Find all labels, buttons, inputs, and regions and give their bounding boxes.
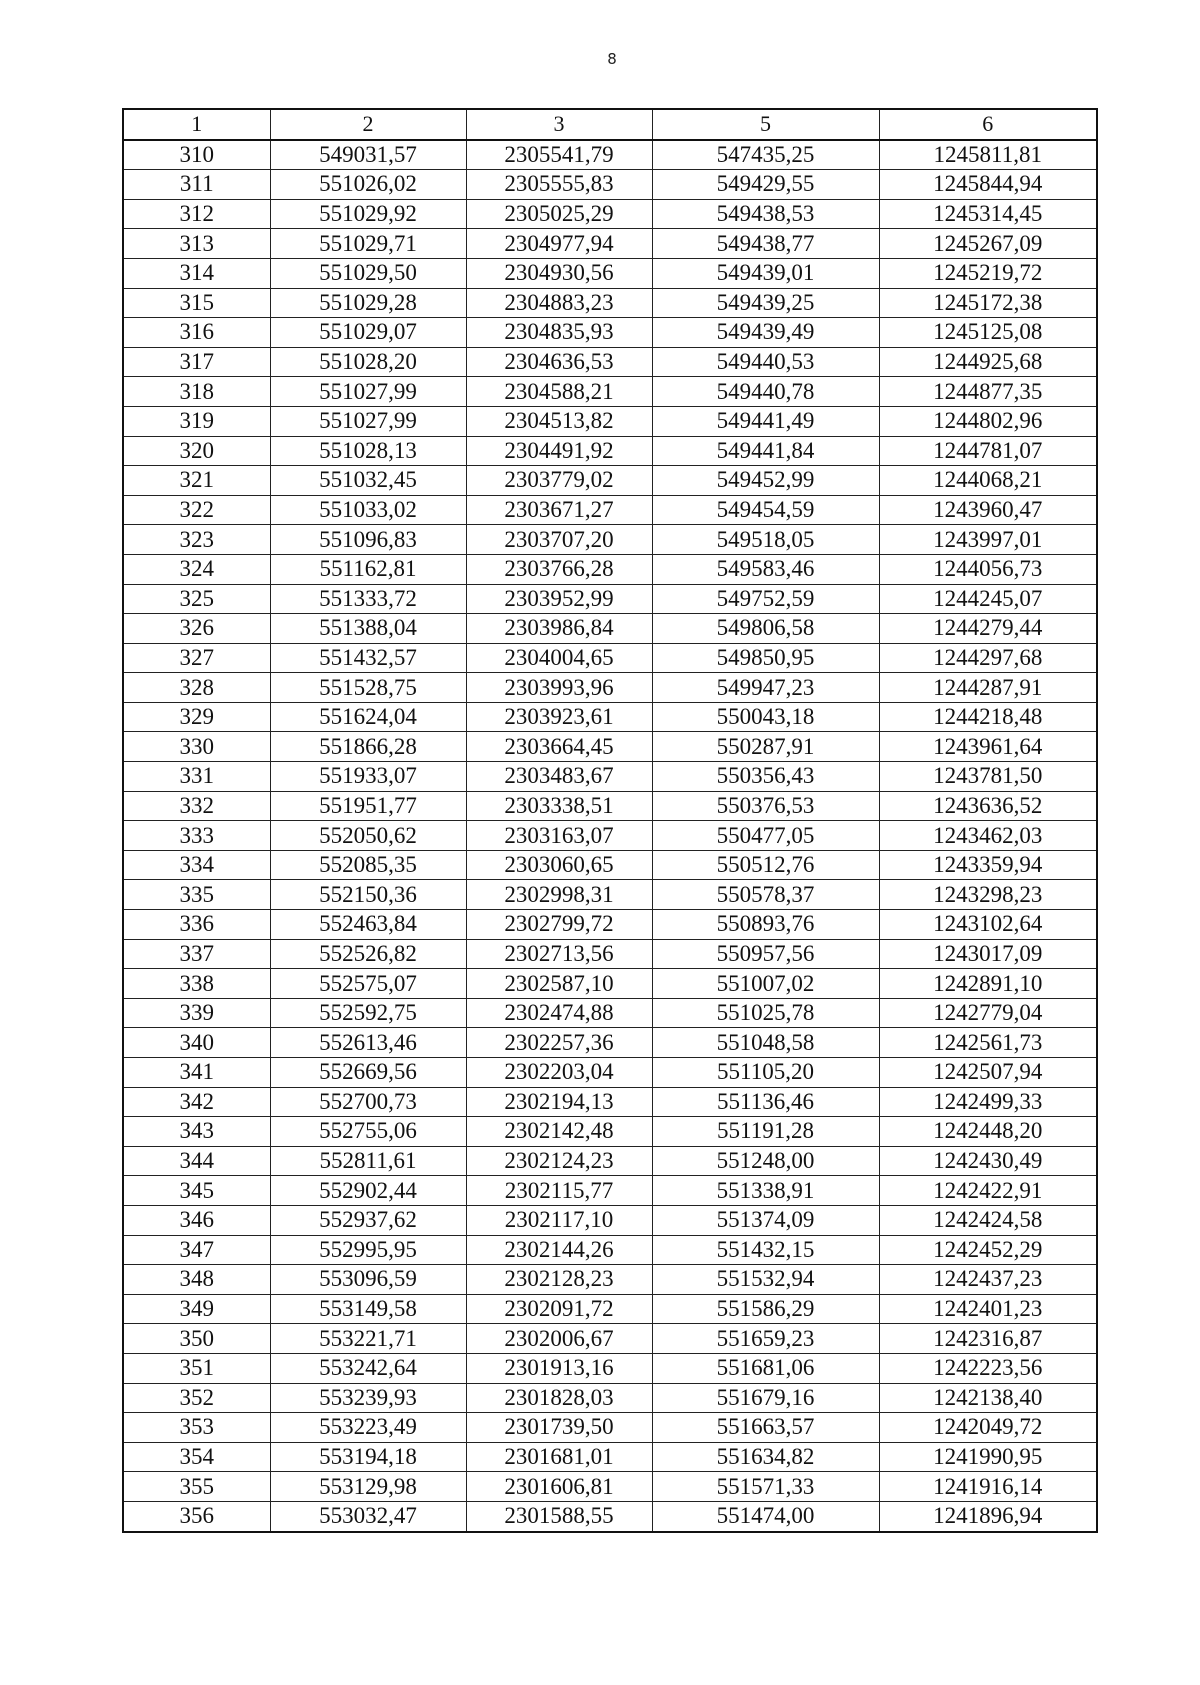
table-cell: 553096,59 bbox=[270, 1265, 466, 1295]
table-cell: 1242430,49 bbox=[879, 1146, 1097, 1176]
table-cell: 551571,33 bbox=[652, 1472, 879, 1502]
table-cell: 2302203,04 bbox=[466, 1058, 652, 1088]
table-cell: 553221,71 bbox=[270, 1324, 466, 1354]
table-cell: 335 bbox=[123, 880, 270, 910]
table-row bbox=[123, 288, 1097, 318]
table-cell: 348 bbox=[123, 1265, 270, 1295]
table-cell: 549438,53 bbox=[652, 199, 879, 229]
table-cell: 325 bbox=[123, 584, 270, 614]
table-cell: 1243017,09 bbox=[879, 939, 1097, 969]
table-cell: 337 bbox=[123, 939, 270, 969]
table-row bbox=[123, 170, 1097, 200]
table-cell: 326 bbox=[123, 614, 270, 644]
table-cell: 2304636,53 bbox=[466, 347, 652, 377]
table-cell: 552463,84 bbox=[270, 910, 466, 940]
table-cell: 549439,49 bbox=[652, 318, 879, 348]
table-cell: 549429,55 bbox=[652, 170, 879, 200]
table-cell: 1244877,35 bbox=[879, 377, 1097, 407]
table-cell: 1244218,48 bbox=[879, 702, 1097, 732]
table-cell: 336 bbox=[123, 910, 270, 940]
table-cell: 549850,95 bbox=[652, 643, 879, 673]
table-cell: 329 bbox=[123, 702, 270, 732]
table-cell: 551624,04 bbox=[270, 702, 466, 732]
table-row bbox=[123, 850, 1097, 880]
table-cell: 1242049,72 bbox=[879, 1413, 1097, 1443]
table-cell: 318 bbox=[123, 377, 270, 407]
table-cell: 552050,62 bbox=[270, 821, 466, 851]
table-cell: 547435,25 bbox=[652, 140, 879, 170]
table-cell: 1242891,10 bbox=[879, 969, 1097, 999]
table-cell: 2302257,36 bbox=[466, 1028, 652, 1058]
table-cell: 2303671,27 bbox=[466, 495, 652, 525]
table-cell: 549752,59 bbox=[652, 584, 879, 614]
table-cell: 1242223,56 bbox=[879, 1353, 1097, 1383]
table-cell: 353 bbox=[123, 1413, 270, 1443]
table-cell: 550287,91 bbox=[652, 732, 879, 762]
table-cell: 350 bbox=[123, 1324, 270, 1354]
table-cell: 2304930,56 bbox=[466, 258, 652, 288]
table-cell: 549947,23 bbox=[652, 673, 879, 703]
table-row bbox=[123, 1353, 1097, 1383]
header-cell: 5 bbox=[652, 109, 879, 140]
table-cell: 356 bbox=[123, 1501, 270, 1531]
table-row bbox=[123, 1501, 1097, 1531]
table-cell: 2303707,20 bbox=[466, 525, 652, 555]
table-cell: 551432,57 bbox=[270, 643, 466, 673]
table-row bbox=[123, 910, 1097, 940]
table-cell: 1244925,68 bbox=[879, 347, 1097, 377]
table-cell: 2302587,10 bbox=[466, 969, 652, 999]
table-cell: 549440,53 bbox=[652, 347, 879, 377]
table-cell: 551028,13 bbox=[270, 436, 466, 466]
table-cell: 1244297,68 bbox=[879, 643, 1097, 673]
table-cell: 551032,45 bbox=[270, 466, 466, 496]
table-cell: 351 bbox=[123, 1353, 270, 1383]
table-cell: 1245811,81 bbox=[879, 140, 1097, 170]
table-cell: 550893,76 bbox=[652, 910, 879, 940]
table-cell: 2304004,65 bbox=[466, 643, 652, 673]
table-cell: 2303338,51 bbox=[466, 791, 652, 821]
table-cell: 553032,47 bbox=[270, 1501, 466, 1531]
table-cell: 2302006,67 bbox=[466, 1324, 652, 1354]
table-row bbox=[123, 1294, 1097, 1324]
table-cell: 2302142,48 bbox=[466, 1117, 652, 1147]
table-row bbox=[123, 1176, 1097, 1206]
table-cell: 340 bbox=[123, 1028, 270, 1058]
table-cell: 553149,58 bbox=[270, 1294, 466, 1324]
table-cell: 1241990,95 bbox=[879, 1442, 1097, 1472]
table-cell: 338 bbox=[123, 969, 270, 999]
table-cell: 550356,43 bbox=[652, 762, 879, 792]
table-row bbox=[123, 495, 1097, 525]
table-row bbox=[123, 229, 1097, 259]
table-cell: 2304977,94 bbox=[466, 229, 652, 259]
table-cell: 553129,98 bbox=[270, 1472, 466, 1502]
table-cell: 355 bbox=[123, 1472, 270, 1502]
table-cell: 352 bbox=[123, 1383, 270, 1413]
table-cell: 2302124,23 bbox=[466, 1146, 652, 1176]
table-cell: 1242499,33 bbox=[879, 1087, 1097, 1117]
table-cell: 553194,18 bbox=[270, 1442, 466, 1472]
table-cell: 551333,72 bbox=[270, 584, 466, 614]
table-cell: 320 bbox=[123, 436, 270, 466]
table-cell: 549518,05 bbox=[652, 525, 879, 555]
table-cell: 552902,44 bbox=[270, 1176, 466, 1206]
table-cell: 551136,46 bbox=[652, 1087, 879, 1117]
table-cell: 551028,20 bbox=[270, 347, 466, 377]
table-cell: 2302117,10 bbox=[466, 1205, 652, 1235]
header-cell: 2 bbox=[270, 109, 466, 140]
table-cell: 2304513,82 bbox=[466, 406, 652, 436]
table-cell: 1242316,87 bbox=[879, 1324, 1097, 1354]
table-cell: 1242452,29 bbox=[879, 1235, 1097, 1265]
table-cell: 2302998,31 bbox=[466, 880, 652, 910]
table-cell: 1242422,91 bbox=[879, 1176, 1097, 1206]
table-cell: 1242424,58 bbox=[879, 1205, 1097, 1235]
table-cell: 330 bbox=[123, 732, 270, 762]
table-cell: 549439,01 bbox=[652, 258, 879, 288]
header-cell: 3 bbox=[466, 109, 652, 140]
table-cell: 1244245,07 bbox=[879, 584, 1097, 614]
table-cell: 317 bbox=[123, 347, 270, 377]
table-cell: 549438,77 bbox=[652, 229, 879, 259]
table-cell: 551388,04 bbox=[270, 614, 466, 644]
table-cell: 551029,28 bbox=[270, 288, 466, 318]
table-row bbox=[123, 998, 1097, 1028]
table-cell: 1242401,23 bbox=[879, 1294, 1097, 1324]
table-cell: 552526,82 bbox=[270, 939, 466, 969]
table-row bbox=[123, 1442, 1097, 1472]
table-cell: 312 bbox=[123, 199, 270, 229]
table-cell: 2302144,26 bbox=[466, 1235, 652, 1265]
table-cell: 549439,25 bbox=[652, 288, 879, 318]
table-row bbox=[123, 436, 1097, 466]
table-cell: 314 bbox=[123, 258, 270, 288]
table-cell: 550512,76 bbox=[652, 850, 879, 880]
table-cell: 345 bbox=[123, 1176, 270, 1206]
table-cell: 311 bbox=[123, 170, 270, 200]
table-cell: 550043,18 bbox=[652, 702, 879, 732]
table-cell: 1243298,23 bbox=[879, 880, 1097, 910]
table-cell: 343 bbox=[123, 1117, 270, 1147]
table-cell: 2304883,23 bbox=[466, 288, 652, 318]
table-row bbox=[123, 1324, 1097, 1354]
table-row bbox=[123, 939, 1097, 969]
table-cell: 551933,07 bbox=[270, 762, 466, 792]
table-cell: 551659,23 bbox=[652, 1324, 879, 1354]
table-cell: 1241896,94 bbox=[879, 1501, 1097, 1531]
table-row bbox=[123, 1058, 1097, 1088]
table-cell: 2303779,02 bbox=[466, 466, 652, 496]
table-cell: 551007,02 bbox=[652, 969, 879, 999]
table-cell: 552085,35 bbox=[270, 850, 466, 880]
table-cell: 349 bbox=[123, 1294, 270, 1324]
table-cell: 341 bbox=[123, 1058, 270, 1088]
table-cell: 551374,09 bbox=[652, 1205, 879, 1235]
table-cell: 551029,92 bbox=[270, 199, 466, 229]
table-cell: 551105,20 bbox=[652, 1058, 879, 1088]
table-cell: 2305025,29 bbox=[466, 199, 652, 229]
table-cell: 2302115,77 bbox=[466, 1176, 652, 1206]
table-cell: 553239,93 bbox=[270, 1383, 466, 1413]
table-cell: 2301828,03 bbox=[466, 1383, 652, 1413]
table-cell: 1244056,73 bbox=[879, 554, 1097, 584]
table-cell: 1244781,07 bbox=[879, 436, 1097, 466]
header-row bbox=[123, 109, 1097, 140]
table-cell: 551029,07 bbox=[270, 318, 466, 348]
table-cell: 551033,02 bbox=[270, 495, 466, 525]
header-cell: 6 bbox=[879, 109, 1097, 140]
table-cell: 1243102,64 bbox=[879, 910, 1097, 940]
coordinates-table bbox=[122, 108, 1098, 1533]
table-row bbox=[123, 1146, 1097, 1176]
table-cell: 551338,91 bbox=[652, 1176, 879, 1206]
table-cell: 2302799,72 bbox=[466, 910, 652, 940]
page-number: 8 bbox=[607, 50, 617, 68]
table-cell: 550477,05 bbox=[652, 821, 879, 851]
table-cell: 1242448,20 bbox=[879, 1117, 1097, 1147]
table-cell: 551528,75 bbox=[270, 673, 466, 703]
table-cell: 2303060,65 bbox=[466, 850, 652, 880]
table-cell: 2301681,01 bbox=[466, 1442, 652, 1472]
table-cell: 2303952,99 bbox=[466, 584, 652, 614]
table-cell: 1242138,40 bbox=[879, 1383, 1097, 1413]
table-row bbox=[123, 1117, 1097, 1147]
table-row bbox=[123, 406, 1097, 436]
table-cell: 1244802,96 bbox=[879, 406, 1097, 436]
table-cell: 552613,46 bbox=[270, 1028, 466, 1058]
table-cell: 552150,36 bbox=[270, 880, 466, 910]
table-row bbox=[123, 880, 1097, 910]
coordinates-table-container bbox=[122, 108, 1096, 1533]
table-body bbox=[123, 140, 1097, 1532]
table-cell: 551096,83 bbox=[270, 525, 466, 555]
table-cell: 2303664,45 bbox=[466, 732, 652, 762]
table-row bbox=[123, 1087, 1097, 1117]
table-cell: 551248,00 bbox=[652, 1146, 879, 1176]
table-cell: 549440,78 bbox=[652, 377, 879, 407]
table-cell: 549806,58 bbox=[652, 614, 879, 644]
table-cell: 551951,77 bbox=[270, 791, 466, 821]
table-cell: 2302194,13 bbox=[466, 1087, 652, 1117]
table-cell: 552937,62 bbox=[270, 1205, 466, 1235]
table-cell: 553242,64 bbox=[270, 1353, 466, 1383]
table-row bbox=[123, 377, 1097, 407]
header-cell: 1 bbox=[123, 109, 270, 140]
table-cell: 1244287,91 bbox=[879, 673, 1097, 703]
table-cell: 319 bbox=[123, 406, 270, 436]
table-cell: 549031,57 bbox=[270, 140, 466, 170]
table-cell: 1245314,45 bbox=[879, 199, 1097, 229]
table-row bbox=[123, 969, 1097, 999]
table-cell: 1242507,94 bbox=[879, 1058, 1097, 1088]
table-row bbox=[123, 1028, 1097, 1058]
table-row bbox=[123, 466, 1097, 496]
table-cell: 551679,16 bbox=[652, 1383, 879, 1413]
table-cell: 1245267,09 bbox=[879, 229, 1097, 259]
table-row bbox=[123, 1265, 1097, 1295]
table-cell: 549452,99 bbox=[652, 466, 879, 496]
table-row bbox=[123, 1383, 1097, 1413]
table-cell: 551586,29 bbox=[652, 1294, 879, 1324]
table-row bbox=[123, 1472, 1097, 1502]
table-cell: 551663,57 bbox=[652, 1413, 879, 1443]
table-cell: 2303923,61 bbox=[466, 702, 652, 732]
table-cell: 1244068,21 bbox=[879, 466, 1097, 496]
table-cell: 549441,84 bbox=[652, 436, 879, 466]
table-row bbox=[123, 614, 1097, 644]
table-cell: 550957,56 bbox=[652, 939, 879, 969]
table-cell: 2301588,55 bbox=[466, 1501, 652, 1531]
table-cell: 2303766,28 bbox=[466, 554, 652, 584]
table-cell: 551027,99 bbox=[270, 406, 466, 436]
table-cell: 2303993,96 bbox=[466, 673, 652, 703]
table-cell: 551474,00 bbox=[652, 1501, 879, 1531]
table-row bbox=[123, 584, 1097, 614]
table-cell: 2305555,83 bbox=[466, 170, 652, 200]
table-cell: 1243636,52 bbox=[879, 791, 1097, 821]
table-row bbox=[123, 258, 1097, 288]
table-cell: 552700,73 bbox=[270, 1087, 466, 1117]
table-cell: 2302091,72 bbox=[466, 1294, 652, 1324]
table-cell: 1245125,08 bbox=[879, 318, 1097, 348]
table-cell: 551866,28 bbox=[270, 732, 466, 762]
table-cell: 552669,56 bbox=[270, 1058, 466, 1088]
table-cell: 551029,71 bbox=[270, 229, 466, 259]
table-cell: 551681,06 bbox=[652, 1353, 879, 1383]
table-row bbox=[123, 140, 1097, 170]
table-cell: 313 bbox=[123, 229, 270, 259]
table-cell: 552575,07 bbox=[270, 969, 466, 999]
table-row bbox=[123, 554, 1097, 584]
table-cell: 328 bbox=[123, 673, 270, 703]
table-cell: 315 bbox=[123, 288, 270, 318]
table-row bbox=[123, 791, 1097, 821]
table-cell: 551162,81 bbox=[270, 554, 466, 584]
table-cell: 549441,49 bbox=[652, 406, 879, 436]
table-row bbox=[123, 1205, 1097, 1235]
table-cell: 552995,95 bbox=[270, 1235, 466, 1265]
table-cell: 1242561,73 bbox=[879, 1028, 1097, 1058]
table-cell: 316 bbox=[123, 318, 270, 348]
table-cell: 323 bbox=[123, 525, 270, 555]
table-cell: 551432,15 bbox=[652, 1235, 879, 1265]
table-cell: 1245219,72 bbox=[879, 258, 1097, 288]
table-row bbox=[123, 318, 1097, 348]
table-row bbox=[123, 347, 1097, 377]
table-row bbox=[123, 1413, 1097, 1443]
table-cell: 551532,94 bbox=[652, 1265, 879, 1295]
table-cell: 1243961,64 bbox=[879, 732, 1097, 762]
table-cell: 2301913,16 bbox=[466, 1353, 652, 1383]
table-row bbox=[123, 702, 1097, 732]
table-row bbox=[123, 762, 1097, 792]
table-cell: 549583,46 bbox=[652, 554, 879, 584]
table-cell: 550376,53 bbox=[652, 791, 879, 821]
table-cell: 2303483,67 bbox=[466, 762, 652, 792]
table-cell: 551191,28 bbox=[652, 1117, 879, 1147]
table-cell: 1245172,38 bbox=[879, 288, 1097, 318]
table-row bbox=[123, 732, 1097, 762]
table-cell: 334 bbox=[123, 850, 270, 880]
table-cell: 331 bbox=[123, 762, 270, 792]
table-cell: 310 bbox=[123, 140, 270, 170]
table-cell: 1243359,94 bbox=[879, 850, 1097, 880]
table-cell: 1242779,04 bbox=[879, 998, 1097, 1028]
table-cell: 322 bbox=[123, 495, 270, 525]
table-cell: 332 bbox=[123, 791, 270, 821]
table-row bbox=[123, 199, 1097, 229]
table-cell: 342 bbox=[123, 1087, 270, 1117]
table-cell: 551029,50 bbox=[270, 258, 466, 288]
table-cell: 551048,58 bbox=[652, 1028, 879, 1058]
table-cell: 354 bbox=[123, 1442, 270, 1472]
table-row bbox=[123, 1235, 1097, 1265]
table-cell: 1242437,23 bbox=[879, 1265, 1097, 1295]
table-header bbox=[123, 109, 1097, 140]
table-row bbox=[123, 525, 1097, 555]
table-cell: 551634,82 bbox=[652, 1442, 879, 1472]
table-cell: 1243781,50 bbox=[879, 762, 1097, 792]
table-cell: 552755,06 bbox=[270, 1117, 466, 1147]
table-cell: 1241916,14 bbox=[879, 1472, 1097, 1502]
table-cell: 550578,37 bbox=[652, 880, 879, 910]
table-cell: 1245844,94 bbox=[879, 170, 1097, 200]
table-cell: 2302474,88 bbox=[466, 998, 652, 1028]
table-cell: 346 bbox=[123, 1205, 270, 1235]
table-cell: 551026,02 bbox=[270, 170, 466, 200]
table-cell: 2303163,07 bbox=[466, 821, 652, 851]
table-row bbox=[123, 643, 1097, 673]
table-cell: 333 bbox=[123, 821, 270, 851]
table-cell: 2303986,84 bbox=[466, 614, 652, 644]
table-cell: 339 bbox=[123, 998, 270, 1028]
table-cell: 552811,61 bbox=[270, 1146, 466, 1176]
table-cell: 1244279,44 bbox=[879, 614, 1097, 644]
table-cell: 549454,59 bbox=[652, 495, 879, 525]
table-cell: 551027,99 bbox=[270, 377, 466, 407]
table-cell: 2302713,56 bbox=[466, 939, 652, 969]
table-cell: 324 bbox=[123, 554, 270, 584]
table-cell: 553223,49 bbox=[270, 1413, 466, 1443]
table-cell: 2305541,79 bbox=[466, 140, 652, 170]
table-cell: 1243997,01 bbox=[879, 525, 1097, 555]
table-cell: 552592,75 bbox=[270, 998, 466, 1028]
table-cell: 1243960,47 bbox=[879, 495, 1097, 525]
table-row bbox=[123, 821, 1097, 851]
table-cell: 2304588,21 bbox=[466, 377, 652, 407]
table-cell: 2304835,93 bbox=[466, 318, 652, 348]
table-cell: 347 bbox=[123, 1235, 270, 1265]
table-cell: 327 bbox=[123, 643, 270, 673]
table-cell: 2302128,23 bbox=[466, 1265, 652, 1295]
table-row bbox=[123, 673, 1097, 703]
table-cell: 1243462,03 bbox=[879, 821, 1097, 851]
table-cell: 344 bbox=[123, 1146, 270, 1176]
table-cell: 2304491,92 bbox=[466, 436, 652, 466]
table-cell: 321 bbox=[123, 466, 270, 496]
table-cell: 551025,78 bbox=[652, 998, 879, 1028]
table-cell: 2301739,50 bbox=[466, 1413, 652, 1443]
table-cell: 2301606,81 bbox=[466, 1472, 652, 1502]
